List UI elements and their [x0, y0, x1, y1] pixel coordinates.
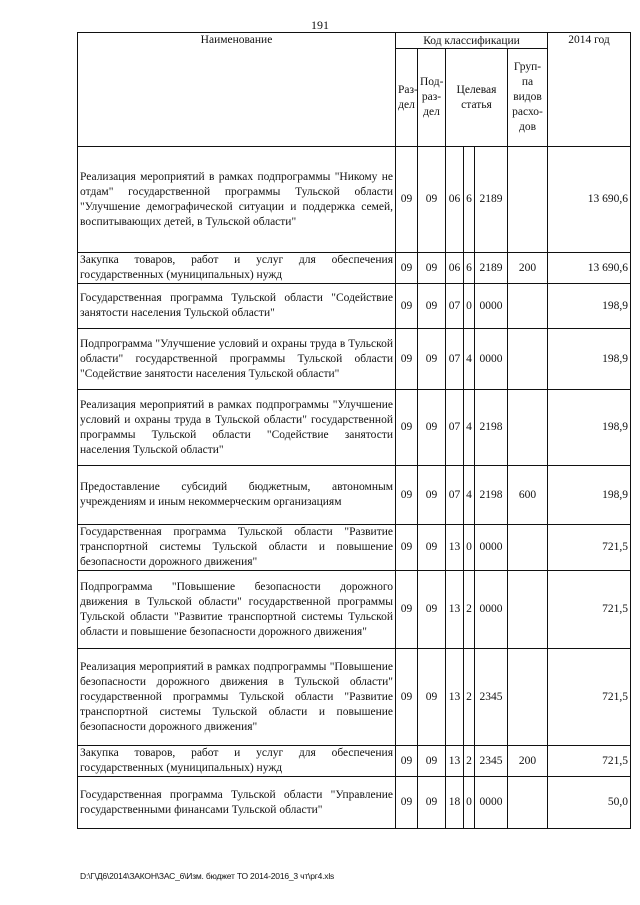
header-group: Груп- па видов расхо- дов — [508, 49, 548, 147]
row-razdel: 09 — [396, 253, 418, 284]
row-name: Государственная программа Тульской области "Развитие транспортной системы Тульской области и повышение безопасности дорожного движения" — [78, 525, 396, 571]
row-name: Государственная программа Тульской области "Содействие занятости населения Тульской области" — [78, 284, 396, 329]
row-target-part1: 13 — [446, 746, 464, 777]
row-podrazdel: 09 — [418, 525, 446, 571]
row-podrazdel: 09 — [418, 284, 446, 329]
row-target-part3: 0000 — [475, 284, 508, 329]
table-row — [78, 571, 631, 649]
row-target-part3: 2198 — [475, 466, 508, 525]
header-row — [78, 33, 631, 49]
row-name: Закупка товаров, работ и услуг для обеспечения государственных (муниципальных) нужд — [78, 253, 396, 284]
row-target-part2: 6 — [464, 253, 475, 284]
row-target-part1: 13 — [446, 571, 464, 649]
row-target-part1: 13 — [446, 525, 464, 571]
budget-table — [77, 32, 631, 829]
table-row — [78, 147, 631, 253]
row-amount: 721,5 — [548, 525, 631, 571]
row-target-part3: 2345 — [475, 746, 508, 777]
table-row — [78, 253, 631, 284]
row-target-part2: 0 — [464, 777, 475, 829]
row-amount: 198,9 — [548, 390, 631, 466]
table-row — [78, 649, 631, 746]
row-target-part3: 2198 — [475, 390, 508, 466]
row-target-part2: 2 — [464, 649, 475, 746]
row-target-part1: 07 — [446, 466, 464, 525]
row-target-part3: 0000 — [475, 571, 508, 649]
header-code-classification: Код классификации — [396, 33, 548, 49]
row-target-part2: 4 — [464, 329, 475, 390]
row-podrazdel: 09 — [418, 147, 446, 253]
row-target-part1: 13 — [446, 649, 464, 746]
row-name: Реализация мероприятий в рамках подпрограммы "Улучшение условий и охраны труда в Тульской области" государственной программы Тульской области "Содействие занятости населения Тульской области" — [78, 390, 396, 466]
row-razdel: 09 — [396, 284, 418, 329]
row-target-part3: 0000 — [475, 525, 508, 571]
row-razdel: 09 — [396, 466, 418, 525]
row-expense-group — [508, 525, 548, 571]
row-name: Подпрограмма "Улучшение условий и охраны труда в Тульской области" государственной программы Тульской области "Содействие занятости населения Тульской области" — [78, 329, 396, 390]
header-target-article: Целевая статья — [446, 49, 508, 147]
row-amount: 13 690,6 — [548, 253, 631, 284]
row-target-part1: 06 — [446, 147, 464, 253]
table-row — [78, 390, 631, 466]
row-name: Государственная программа Тульской области "Управление государственными финансами Тульской области" — [78, 777, 396, 829]
row-target-part1: 06 — [446, 253, 464, 284]
row-amount: 198,9 — [548, 466, 631, 525]
row-expense-group — [508, 390, 548, 466]
table-row — [78, 284, 631, 329]
header-podrazdel: Под- раз- дел — [418, 49, 446, 147]
row-expense-group — [508, 329, 548, 390]
row-razdel: 09 — [396, 147, 418, 253]
row-target-part2: 2 — [464, 571, 475, 649]
row-expense-group — [508, 777, 548, 829]
row-target-part2: 4 — [464, 466, 475, 525]
row-amount: 198,9 — [548, 329, 631, 390]
row-podrazdel: 09 — [418, 571, 446, 649]
footer-file-path: D:\Г\Д6\2014\ЗАКОН\ЗАС_6\Изм. бюджет ТО 2014-2016_3 чт\рг4.xls — [80, 871, 335, 881]
row-podrazdel: 09 — [418, 649, 446, 746]
header-razdel: Раз- дел — [396, 49, 418, 147]
row-target-part2: 0 — [464, 525, 475, 571]
row-name: Подпрограмма "Повышение безопасности дорожного движения в Тульской области" государственной программы Тульской области "Развитие транспортной системы Тульской области и повышение безопасности дорожного движения" — [78, 571, 396, 649]
table-row — [78, 329, 631, 390]
row-razdel: 09 — [396, 649, 418, 746]
row-razdel: 09 — [396, 777, 418, 829]
row-expense-group: 600 — [508, 466, 548, 525]
row-expense-group — [508, 649, 548, 746]
row-name: Закупка товаров, работ и услуг для обеспечения государственных (муниципальных) нужд — [78, 746, 396, 777]
row-target-part2: 4 — [464, 390, 475, 466]
row-amount: 721,5 — [548, 571, 631, 649]
row-amount: 721,5 — [548, 746, 631, 777]
row-name: Реализация мероприятий в рамках подпрограммы "Никому не отдам" государственной программы Тульской области "Улучшение демографической ситуации и поддержка семей, воспитывающих детей, в Тульской области" — [78, 147, 396, 253]
row-target-part1: 18 — [446, 777, 464, 829]
row-name: Реализация мероприятий в рамках подпрограммы "Повышение безопасности дорожного движения в Тульской области" государственной программы Тульской области "Развитие транспортной системы Тульской области и повышение безопасности дорожного движения" — [78, 649, 396, 746]
row-razdel: 09 — [396, 525, 418, 571]
row-podrazdel: 09 — [418, 777, 446, 829]
row-expense-group — [508, 147, 548, 253]
table-row — [78, 746, 631, 777]
row-amount: 13 690,6 — [548, 147, 631, 253]
table-row — [78, 466, 631, 525]
header-name: Наименование — [78, 33, 396, 147]
row-razdel: 09 — [396, 390, 418, 466]
row-target-part2: 6 — [464, 147, 475, 253]
row-podrazdel: 09 — [418, 253, 446, 284]
row-podrazdel: 09 — [418, 466, 446, 525]
row-razdel: 09 — [396, 746, 418, 777]
row-target-part1: 07 — [446, 284, 464, 329]
row-amount: 198,9 — [548, 284, 631, 329]
header-year: 2014 год — [548, 33, 631, 147]
page-number: 191 — [311, 18, 329, 32]
row-amount: 721,5 — [548, 649, 631, 746]
row-target-part3: 2189 — [475, 147, 508, 253]
row-podrazdel: 09 — [418, 390, 446, 466]
row-target-part1: 07 — [446, 390, 464, 466]
row-expense-group — [508, 284, 548, 329]
row-razdel: 09 — [396, 571, 418, 649]
row-target-part3: 2189 — [475, 253, 508, 284]
row-target-part3: 2345 — [475, 649, 508, 746]
row-target-part2: 2 — [464, 746, 475, 777]
row-name: Предоставление субсидий бюджетным, автономным учреждениям и иным некоммерческим организациям — [78, 466, 396, 525]
row-target-part3: 0000 — [475, 329, 508, 390]
row-razdel: 09 — [396, 329, 418, 390]
row-target-part1: 07 — [446, 329, 464, 390]
row-expense-group: 200 — [508, 746, 548, 777]
row-amount: 50,0 — [548, 777, 631, 829]
row-podrazdel: 09 — [418, 746, 446, 777]
row-podrazdel: 09 — [418, 329, 446, 390]
row-expense-group: 200 — [508, 253, 548, 284]
row-expense-group — [508, 571, 548, 649]
row-target-part3: 0000 — [475, 777, 508, 829]
row-target-part2: 0 — [464, 284, 475, 329]
table-row — [78, 777, 631, 829]
table-row — [78, 525, 631, 571]
